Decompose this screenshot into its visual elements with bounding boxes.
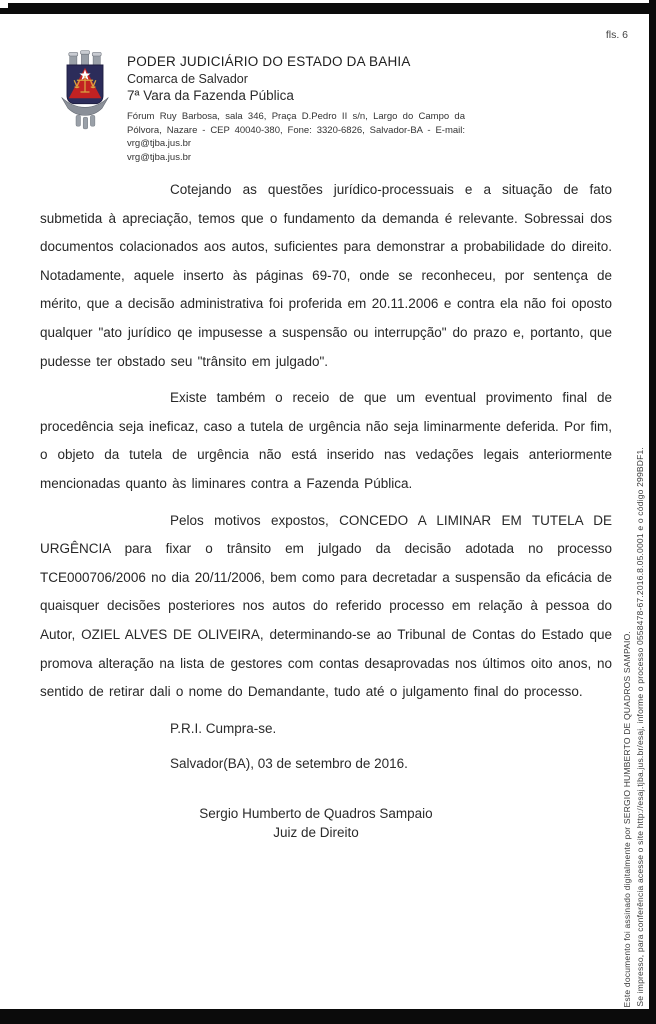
body-paragraph: Pelos motivos expostos, CONCEDO A LIMINAR EM TUTELA DE URGÊNCIA para fixar o trânsito em julgado da decisão adotada no processo TCE000706/2006 no dia 20/11/2006, bem como para decretadar a suspensão da eficácia de quaisquer decisões posteriores nos autos do referido processo em relação à pessoa do Autor, OZIEL ALVES DE OLIVEIRA, determinando-se ao Tribunal de Contas do Estado que promova alteração na lista de gestores com contas desaprovadas nos últimos oito anos, no sentido de retirar dali o nome do Demandante, tudo até o julgamento final do processo. [40, 512, 612, 700]
signature-statement-line: Este documento foi assinado digitalmente por SERGIO HUMBERTO DE QUADROS SAMPAIO. [622, 630, 632, 1007]
court-vara: 7ª Vara da Fazenda Pública [127, 88, 294, 103]
place-date-line: Salvador(BA), 03 de setembro de 2016. [170, 755, 408, 771]
scan-border-bottom [0, 1009, 656, 1024]
decision-body [40, 176, 612, 842]
signature-block [170, 804, 462, 842]
bahia-coat-of-arms-icon [58, 50, 112, 163]
court-name: PODER JUDICIÁRIO DO ESTADO DA BAHIA [127, 54, 411, 69]
court-email: vrg@tjba.jus.br [127, 151, 192, 163]
court-address: Fórum Ruy Barbosa, sala 346, Praça D.Pedro II s/n, Largo do Campo da Pólvora, Nazare - CEP 40040-380, Fone: 3320-6826, Salvador-BA - E-mail: vrg@tjba.jus.br [127, 111, 465, 149]
folio-number: fls. 6 [605, 29, 628, 41]
judge-name: Sergio Humberto de Quadros Sampaio [199, 805, 433, 821]
closing-order: P.R.I. Cumpra-se. [170, 720, 277, 736]
digital-signature-margin-note [622, 447, 645, 1007]
court-comarca: Comarca de Salvador [127, 72, 248, 86]
letterhead-text [127, 50, 475, 163]
judge-title: Juiz de Direito [273, 824, 359, 840]
body-paragraph: Cotejando as questões jurídico-processuais e a situação de fato submetida à apreciação, temos que o fundamento da demanda é relevante. Sobressai dos documentos colacionados aos autos, suficientes para demonstrar a probabilidade do direito. Notadamente, aquele inserto às páginas 69-70, onde se reconheceu, por sentença de mérito, que a decisão administrativa foi proferida em 20.11.2006 e contra ela não foi oposto qualquer "ato jurídico qe impusesse a suspensão ou interrupção" do prazo e, portanto, que pudesse ter obstado seu "trânsito em julgado". [40, 182, 612, 369]
verification-instructions-line: Se impresso, para conferência acesse o site http://esaj.tjba.jus.br/esaj, informe o processo 0558478-67.2016.8.05.0001 e o código 299BDF1. [635, 447, 645, 1007]
scan-border-right [649, 0, 656, 1024]
letterhead [58, 50, 475, 163]
body-paragraph: Existe também o receio de que um eventual provimento final de procedência seja ineficaz, caso a tutela de urgência não seja liminarmente deferida. Por fim, o objeto da tutela de urgência não está inserido nas vedações legais anteriormente mencionadas quanto às liminares contra a Fazenda Pública. [40, 390, 612, 491]
scan-border-top [0, 3, 656, 14]
